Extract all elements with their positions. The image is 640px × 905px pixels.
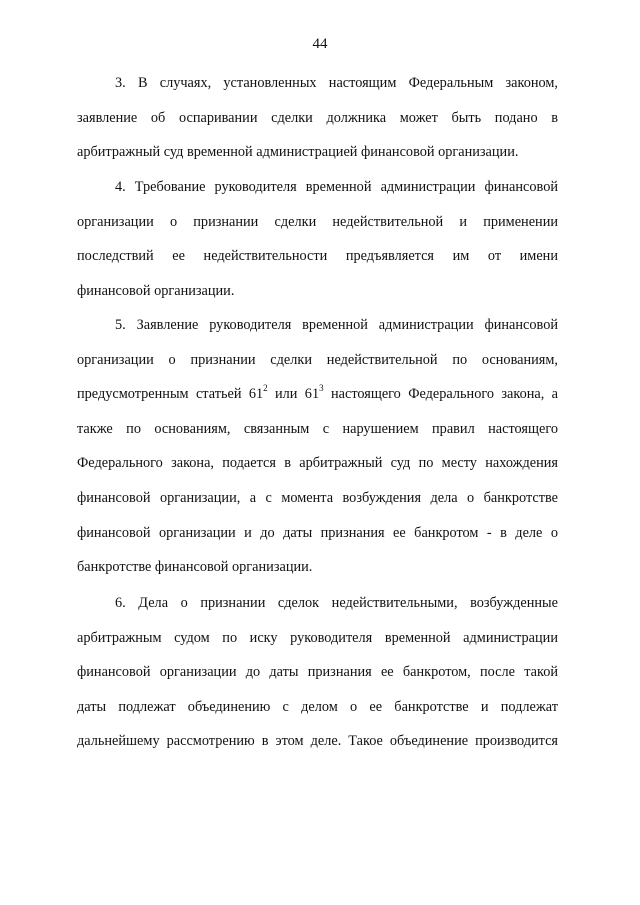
text-line: также по основаниям, связанным с нарушением правил настоящего: [77, 420, 558, 437]
text-line: 3. В случаях, установленных настоящим Федеральным законом,: [115, 75, 558, 91]
superscript: 2: [263, 383, 268, 394]
text-line: дальнейшему рассмотрению в этом деле. Такое объединение производится: [77, 733, 558, 750]
text-line: заявление об оспаривании сделки должника может быть подано в: [77, 109, 558, 126]
text-line: банкротстве финансовой организации.: [77, 559, 313, 576]
text-line: арбитражным судом по иску руководителя временной администрации: [77, 629, 558, 646]
text-line: финансовой организации, а с момента возбуждения дела о банкротстве: [77, 489, 558, 506]
paragraph-4: [77, 170, 558, 308]
text-line: организации о признании сделки недействительной и применении: [77, 213, 558, 230]
text-fragment: настоящего Федерального закона, а: [323, 386, 558, 403]
paragraph-5: [77, 308, 558, 585]
text-line: последствий ее недействительности предъявляется им от имени: [77, 248, 558, 265]
text-line: арбитражный суд временной администрацией финансовой организации.: [77, 144, 519, 161]
page-number: 44: [312, 36, 328, 52]
text-line-with-superscripts: [77, 377, 558, 412]
text-line: даты подлежат объединению с делом о ее банкротстве и подлежат: [77, 698, 558, 715]
paragraph-3: [77, 66, 558, 170]
text-fragment: предусмотренным статьей 61: [77, 386, 264, 403]
text-line: финансовой организации.: [77, 282, 235, 299]
text-line: организации о признании сделки недействительной по основаниям,: [77, 351, 558, 368]
text-line: финансовой организации и до даты признания ее банкротом - в деле о: [77, 524, 558, 541]
text-line: финансовой организации до даты признания ее банкротом, после такой: [77, 664, 558, 681]
text-line: Федерального закона, подается в арбитражный суд по месту нахождения: [77, 455, 558, 472]
superscript: 3: [319, 383, 324, 394]
text-fragment: или 61: [267, 386, 320, 403]
text-line: 6. Дела о признании сделок недействительными, возбужденные: [115, 595, 558, 611]
paragraph-6: [77, 586, 558, 759]
text-line: 5. Заявление руководителя временной администрации финансовой: [115, 317, 558, 333]
text-line: 4. Требование руководителя временной администрации финансовой: [115, 179, 558, 195]
